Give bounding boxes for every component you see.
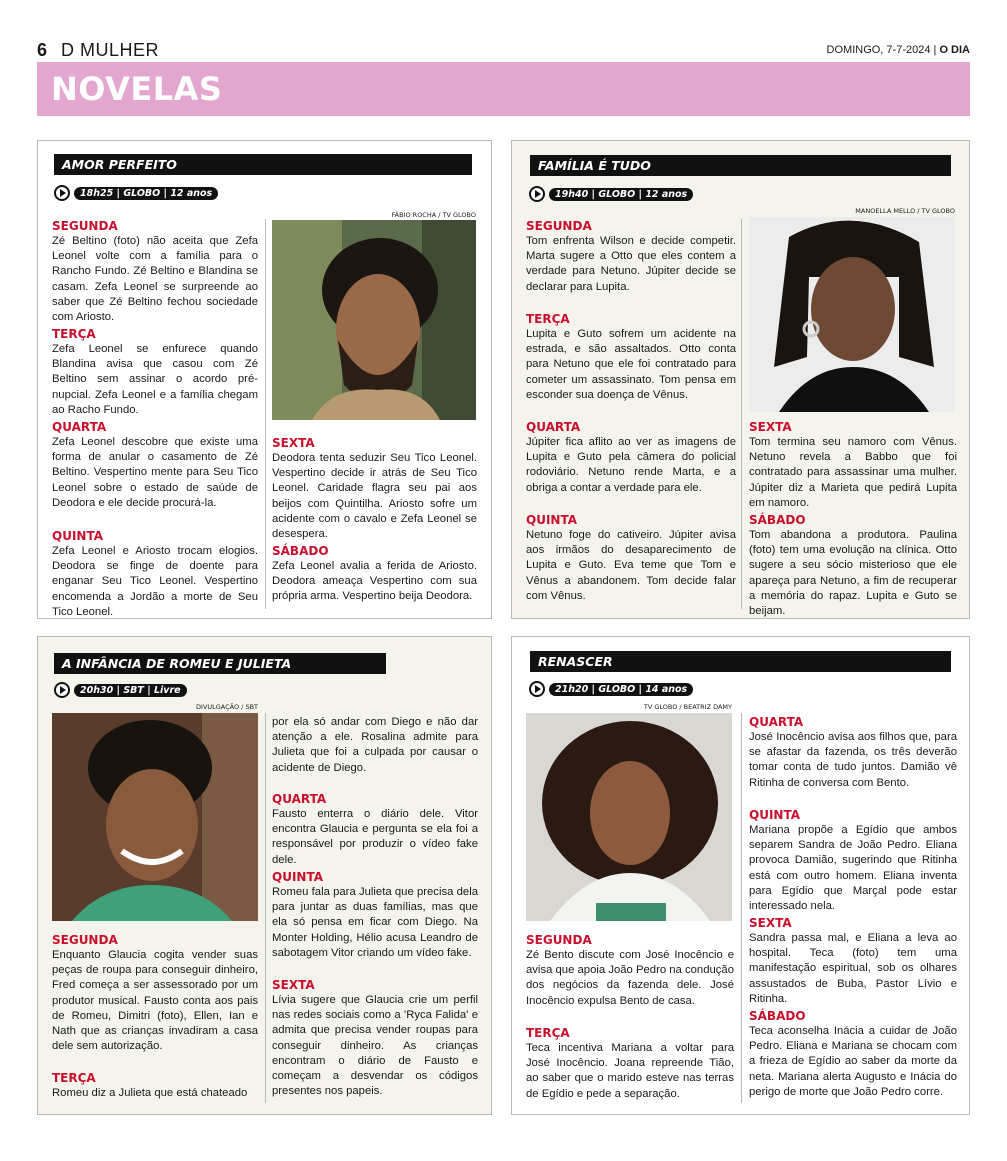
novela-title: A INFÂNCIA DE ROMEU E JULIETA: [54, 653, 386, 674]
time: 18h25: [80, 187, 114, 199]
day-segunda: [526, 933, 734, 1009]
day-text: Zefa Leonel descobre que existe uma forma de anular o casamento de Zé Beltino. Vespertino mente para Seu Tico Leonel sobre o estado de saúde de Deodora e ele decide procurá-la.: [52, 436, 258, 509]
section-name: D MULHER: [61, 40, 160, 60]
play-icon: [529, 186, 545, 202]
day-label: SÁBADO: [272, 544, 329, 558]
schedule-pill: 19h40 | GLOBO | 12 anos: [549, 188, 693, 201]
day-quinta: [272, 870, 478, 961]
novela-box-renascer: [511, 636, 970, 1115]
day-label: TERÇA: [52, 1071, 96, 1085]
day-label: QUARTA: [272, 792, 327, 806]
day-label: SEXTA: [272, 436, 315, 450]
play-icon: [529, 681, 545, 697]
photo-teca: [526, 713, 732, 921]
section-banner: [37, 62, 970, 116]
novela-title: RENASCER: [530, 651, 951, 672]
terca-continued: [272, 715, 478, 776]
schedule: [529, 681, 693, 697]
day-sabado: [272, 544, 477, 605]
day-label: QUARTA: [749, 715, 804, 729]
day-sexta: [272, 436, 477, 542]
day-sexta: [272, 978, 478, 1099]
photo-credit: DIVULGAÇÃO / SBT: [196, 703, 258, 711]
day-label: TERÇA: [52, 327, 96, 341]
page-number: 6: [37, 40, 48, 60]
page-header: [37, 40, 970, 62]
photo-dimitri: [52, 713, 258, 921]
day-text: Netuno foge do cativeiro. Júpiter avisa aos irmãos do desaparecimento de Lupita e Guto. Eva teme que Tom e Vênus a abandonem. Tom decide falar com Vênus.: [526, 529, 736, 602]
channel: GLOBO: [598, 188, 636, 200]
day-text: Romeu fala para Julieta que precisa dela para juntar as duas famílias, mas que ela só pensa em ficar com Diego. Na Monter Holding, Hélio acusa Leandro de sabotagem Vitor criando um vídeo fake.: [272, 886, 478, 959]
day-text: Tom abandona a produtora. Paulina (foto) tem uma evolução na clínica. Otto sugere a seu sócio misterioso que ele apareça para Netuno, a fim de recuperar a memória do rapaz. Lupita e Guto se beijam.: [749, 529, 957, 618]
day-label: SEGUNDA: [52, 219, 118, 233]
rating: 12 anos: [170, 187, 213, 199]
day-label: QUINTA: [526, 513, 577, 527]
separator: |: [933, 44, 937, 56]
day-label: QUINTA: [749, 808, 800, 822]
day-quarta: [272, 792, 478, 868]
schedule-pill: 21h20 | GLOBO | 14 anos: [549, 683, 693, 696]
day-sexta: [749, 916, 957, 1007]
day-text: Zefa Leonel se enfurece quando Blandina avisa que casou com Zé Beltino sem assinar o acordo pré-nupcial. Zefa Leonel e a família chegam ao Racho Fundo.: [52, 343, 258, 416]
rating: Livre: [153, 684, 181, 696]
rating: 14 anos: [645, 683, 688, 695]
channel: SBT: [123, 684, 144, 696]
day-quarta: [52, 420, 258, 511]
photo-credit: MANOELLA MELLO / TV GLOBO: [855, 207, 955, 215]
day-label: SEGUNDA: [52, 933, 118, 947]
day-text: José Inocêncio avisa aos filhos que, para se afastar da fazenda, os três deverão tomar conta de tudo juntos. Damião vê Ritinha de conversa com Bento.: [749, 731, 957, 789]
day-quarta: [749, 715, 957, 791]
day-quarta: [526, 420, 736, 496]
time: 21h20: [555, 683, 589, 695]
day-text: Sandra passa mal, e Eliana a leva ao hospital. Teca (foto) tem uma manifestação espiritual, sob os olhares assustados de Buba, Pastor Lívio e Ritinha.: [749, 932, 957, 1005]
day-text: Lupita e Guto sofrem um acidente na estrada, e são assaltados. Otto conta para Netuno que ele foi contratado para cometer um assassinato. Tom pensa em esconder sua doença de Vênus.: [526, 328, 736, 401]
day-quinta: [526, 513, 736, 604]
day-sabado: [749, 1009, 957, 1100]
paper-name: O DIA: [939, 44, 970, 56]
photo-paulina: [749, 217, 955, 412]
play-icon: [54, 682, 70, 698]
novela-box-infancia-romeu-julieta: [37, 636, 492, 1115]
day-quinta: [749, 808, 957, 914]
column-divider: [265, 219, 266, 609]
day-text: Zefa Leonel avalia a ferida de Ariosto. Deodora ameaça Vespertino com sua própria arma. Vespertino beija Deodora.: [272, 560, 477, 603]
day-text: Fausto enterra o diário dele. Vitor encontra Glaucia e pergunta se ela foi a responsável por produzir o vídeo fake dele.: [272, 808, 478, 866]
channel: GLOBO: [598, 683, 636, 695]
day-label: TERÇA: [526, 1026, 570, 1040]
schedule-pill: 18h25 | GLOBO | 12 anos: [74, 187, 218, 200]
column-divider: [741, 219, 742, 609]
day-segunda: [526, 219, 736, 295]
column-divider: [741, 713, 742, 1103]
date-line: [827, 44, 970, 56]
day-label: SÁBADO: [749, 513, 806, 527]
day-text: Zé Bento discute com José Inocêncio e avisa que apoia João Pedro na condução dos negócios da fazenda dele. José Inocêncio expulsa Bento de casa.: [526, 949, 734, 1007]
day-text: Tom termina seu namoro com Vênus. Netuno revela a Babbo que foi contratado para assassinar uma mulher. Júpiter diz a Marieta que pedirá Lupita em namoro.: [749, 436, 957, 509]
day-label: SEXTA: [749, 420, 792, 434]
day-segunda: [52, 219, 258, 325]
day-text: Teca aconselha Inácia a cuidar de João Pedro. Eliana e Mariana se chocam com a frieza de Egídio ao saber da morte da neta. Mariana alerta Augusto e Inácia do perigo de morte que João Pedro corre.: [749, 1025, 957, 1098]
schedule: [529, 186, 693, 202]
date: DOMINGO, 7-7-2024: [826, 44, 931, 56]
day-text: Enquanto Glaucia cogita vender suas peças de roupa para conseguir dinheiro, Fred começa a ser assessorado por um produtor musical. Fausto conta aos pais de Romeu, Dimitri (foto), Ellen, Ian e Nath que as crianças invadiram a casa dele sem autorização.: [52, 949, 258, 1053]
photo-credit: FÁBIO ROCHA / TV GLOBO: [391, 211, 476, 219]
day-text: Júpiter fica aflito ao ver as imagens de Lupita e Guto pela câmera do policial rodoviário. Netuno rende Marta, e a obriga a contar a verdade para ele.: [526, 436, 736, 494]
column-divider: [265, 713, 266, 1103]
novela-box-familia-e-tudo: [511, 140, 970, 619]
schedule: [54, 185, 218, 201]
play-icon: [54, 185, 70, 201]
day-label: SEGUNDA: [526, 219, 592, 233]
channel: GLOBO: [123, 187, 161, 199]
day-terca: [526, 312, 736, 403]
day-label: SÁBADO: [749, 1009, 806, 1023]
day-text: Mariana propõe a Egídio que ambos separem Sandra de João Pedro. Eliana provoca Damião, sugerindo que Ritinha está com outro homem. Eliana inventa para Egídio que Marçal pode estar interessado nela.: [749, 824, 957, 913]
rating: 12 anos: [645, 188, 688, 200]
day-segunda: [52, 933, 258, 1054]
time: 19h40: [555, 188, 589, 200]
day-text: Zé Beltino (foto) não aceita que Zefa Leonel volte com a família para o Rancho Fundo. Zé Beltino e Blandina se casam. Zefa Leonel se surpreende ao saber que Zé Beltino fechou sociedade com Ariosto.: [52, 235, 258, 324]
novela-title: AMOR PERFEITO: [54, 154, 472, 175]
photo-ze-beltino: [272, 220, 476, 420]
day-label: QUARTA: [526, 420, 581, 434]
photo-credit: TV GLOBO / BEATRIZ DAMY: [643, 703, 732, 711]
day-label: QUINTA: [272, 870, 323, 884]
day-label: SEXTA: [272, 978, 315, 992]
day-text: por ela só andar com Diego e não dar atenção a ele. Rosalina admite para Julieta que foi a culpada por causar o acidente de Diego.: [272, 716, 478, 774]
day-sabado: [749, 513, 957, 619]
day-text: Deodora tenta seduzir Seu Tico Leonel. Vespertino decide ir atrás de Seu Tico Leonel. Caridade flagra seu pai aos beijos com Quintilha. Ariosto sofre um acidente com o cavalo e Zefa Leonel se desespera.: [272, 452, 477, 541]
day-label: QUARTA: [52, 420, 107, 434]
day-text: Lívia sugere que Glaucia crie um perfil nas redes sociais como a 'Ryca Falida' e admita que precisa vender roupas para conseguir dinheiro. As crianças encontram o diário de Fausto e começam a desvendar os códigos presentes nos papeis.: [272, 994, 478, 1098]
schedule: [54, 682, 187, 698]
day-label: SEGUNDA: [526, 933, 592, 947]
schedule-pill: 20h30 | SBT | Livre: [74, 684, 187, 697]
day-terca: [52, 1071, 258, 1101]
banner-title: NOVELAS: [51, 70, 223, 108]
day-text: Romeu diz a Julieta que está chateado: [52, 1087, 248, 1099]
time: 20h30: [80, 684, 114, 696]
day-sexta: [749, 420, 957, 511]
day-label: SEXTA: [749, 916, 792, 930]
novela-title: FAMÍLIA É TUDO: [530, 155, 951, 176]
day-terca: [52, 327, 258, 418]
novela-box-amor-perfeito: [37, 140, 492, 619]
day-terca: [526, 1026, 734, 1102]
day-text: Tom enfrenta Wilson e decide competir. Marta sugere a Otto que eles contem a verdade para Netuno. Júpiter decide se declarar para Lupita.: [526, 235, 736, 293]
day-quinta: [52, 529, 258, 620]
day-label: TERÇA: [526, 312, 570, 326]
day-text: Teca incentiva Mariana a voltar para José Inocêncio. Joana repreende Tião, ao saber que o marido esteve nas terras de Egídio e pede a separação.: [526, 1042, 734, 1100]
day-label: QUINTA: [52, 529, 103, 543]
day-text: Zefa Leonel e Ariosto trocam elogios. Deodora se finge de doente para enganar Seu Tico Leonel. Vespertino encomenda a Jordão a morte de Seu Tico Leonel.: [52, 545, 258, 618]
